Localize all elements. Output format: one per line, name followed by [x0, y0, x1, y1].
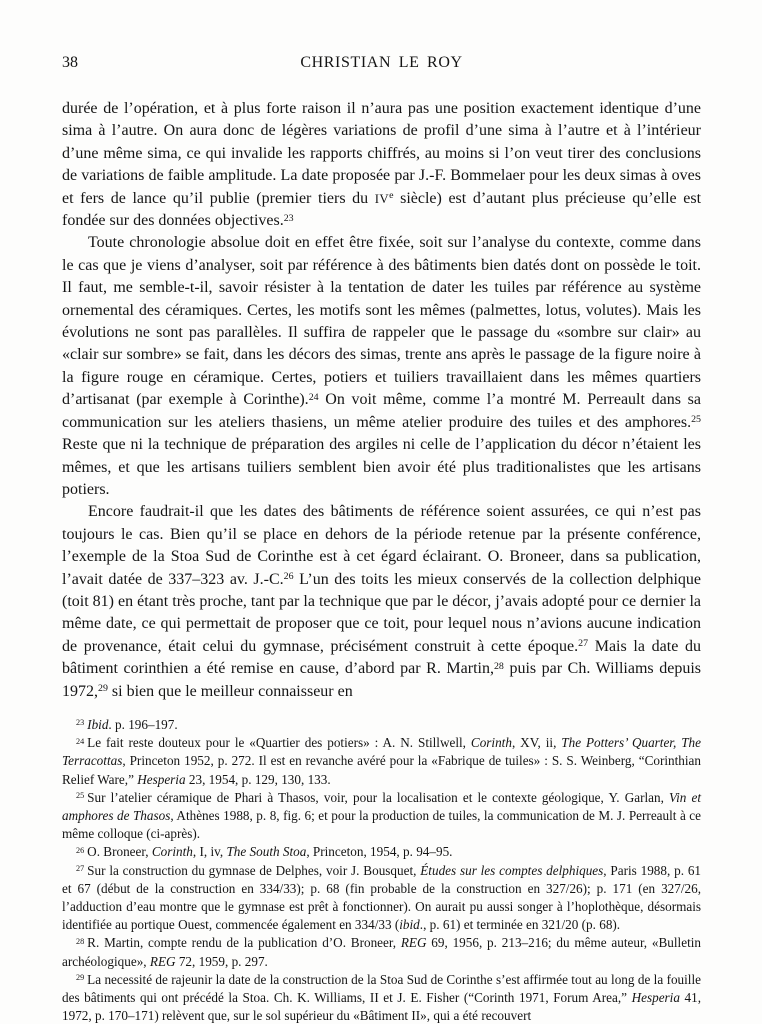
footnote-number: 23 — [76, 718, 85, 728]
text-run: On voit même, comme l’a montré M. Perreault dans sa communication sur les ateliers thasiens, un même atelier produire des tuiles et des amphores. — [62, 391, 701, 431]
footnote-ref: e — [389, 190, 394, 202]
italic-text: Vin et amphores de Thasos — [62, 789, 701, 823]
footnote — [62, 862, 701, 935]
italic-text: Études sur les comptes delphiques — [420, 862, 604, 878]
footnote-ref: 26 — [283, 571, 294, 583]
italic-text: Ibid — [87, 716, 109, 732]
text-run: 72, 1959, p. 297. — [175, 953, 268, 969]
text-run: Sur l’atelier céramique de Phari à Thasos, voir, pour la localisation et le contexte géologique, Y. Garlan, — [87, 789, 670, 805]
text-run: Reste que ni la technique de préparation des argiles ni celle de l’application du décor n’étaient les mêmes, et que les artisans tuiliers semblent bien avoir été plus traditionalistes que les artisans potiers. — [62, 436, 701, 498]
smallcaps-text: IV — [374, 191, 390, 206]
footnote — [62, 934, 701, 970]
text-run: , Paris 1988, p. 61 et 67 (début de la construction en 334/33); p. 68 (fin probable de la construction en 327/26); p. 171 (en 327/26, l’adduction d’eau montre que le gymnase est prêt à fonctionner). On aurait pu aussi songer à l’hoplothèque, désormais identifiée au portique Ouest, commencée également en 334/33 ( — [62, 862, 702, 933]
italic-text: REG — [400, 935, 427, 951]
text-run: , Princeton 1952, p. 272. Il est en revanche avéré pour la «Fabrique de tuiles» : S. S. Weinberg, “Corinthian Relief Ware,” — [62, 753, 701, 787]
text-run: durée de l’opération, et à plus forte raison il n’aura pas une position exactement identique d’une sima à l’autre. On aura donc de légères variations de profil d’une sima à l’autre et à l’intérieur d’une même sima, ce qui invalide les rapports chiffrés, au moins si l’on veut tirer des conclusions de variations de faible amplitude. La date proposée par J.-F. Bommelaer pour les deux simas à oves et fers de lance qu’il publie (premier tiers du — [62, 100, 701, 207]
footnote-ref: 23 — [283, 212, 294, 224]
text-run: , I, iv, — [192, 844, 227, 860]
italic-text: The South Stoa — [226, 844, 307, 860]
running-title: CHRISTIAN LE ROY — [300, 54, 463, 71]
text-run: , Athènes 1988, p. 8, fig. 6; et pour la production de tuiles, la communication de M. J. Perreault à ce même colloque (ci-après). — [62, 807, 701, 842]
italic-text: REG — [149, 953, 176, 969]
footnote-number: 25 — [76, 791, 85, 801]
text-run: L’un des toits les mieux conservés de la collection delphique (toit 81) en étant très proche, tant par la technique que par le décor, j’avais adopté pour ce dernier la même date, ce qui permettait de proposer que ce toit, pour lequel nous n’avions aucune indication de provenance, était celui du gymnase, précisément construit à cette époque. — [62, 570, 702, 655]
footnote-ref: 25 — [691, 414, 701, 426]
footnote — [62, 971, 701, 1024]
running-header — [62, 54, 701, 74]
text-run: , XV, ii, — [511, 735, 562, 751]
text-run: Mais la date du bâtiment corinthien a été remise en cause, d’abord par R. Martin, — [62, 637, 701, 678]
text-run: siècle) est d’autant plus précieuse qu’elle est fondée sur des données objectives. — [62, 189, 702, 230]
body-text — [62, 98, 701, 703]
text-run: . p. 196–197. — [108, 716, 178, 732]
italic-text: Hesperia — [137, 771, 186, 787]
footnote-number: 29 — [76, 973, 85, 983]
text-run: 23, 1954, p. 129, 130, 133. — [185, 771, 331, 787]
footnote-number: 26 — [76, 845, 85, 855]
text-run: O. Broneer, — [87, 844, 152, 860]
footnote — [62, 716, 701, 734]
footnote — [62, 843, 701, 861]
text-run: Encore faudrait-il que les dates des bâtiments de référence soient assurées, ce qui n’est pas toujours le cas. Bien qu’il se place en dehors de la période retenue par la présente conférence, l’exemple de la Stoa Sud de Corinthe est à cet égard éclairant. O. Broneer, dans sa publication, l’avait datée de 337–323 av. J.-C. — [62, 503, 701, 588]
footnote — [62, 734, 701, 789]
body-paragraph — [62, 232, 701, 501]
text-run: La necessité de rajeunir la date de la construction de la Stoa Sud de Corinthe s’est affirmée tout au long de la fouille des bâtiments qui ont précédé la Stoa. Ch. K. Williams, II et J. E. Fisher (“Corinth 1971, Forum Area,” — [62, 971, 701, 1006]
footnotes — [62, 716, 701, 1024]
body-paragraph — [62, 501, 701, 703]
footnote-number: 28 — [76, 936, 85, 946]
page-content — [62, 54, 701, 1024]
text-run: si bien que le meilleur connaisseur en — [107, 682, 353, 700]
italic-text: Corinth — [151, 844, 193, 860]
text-run: 41, 1972, p. 170–171) relèvent que, sur le sol supérieur du «Bâtiment II», qui a été recouvert — [62, 990, 702, 1024]
italic-text: Hesperia — [631, 990, 680, 1006]
footnote — [62, 789, 701, 844]
footnote-ref: 28 — [493, 660, 504, 672]
italic-text: Corinth — [470, 735, 512, 751]
text-run: puis par Ch. Williams depuis 1972, — [62, 660, 701, 700]
body-paragraph — [62, 98, 701, 232]
italic-text: ibid — [399, 917, 420, 933]
text-run: R. Martin, compte rendu de la publication d’O. Broneer, — [87, 935, 401, 951]
footnote-number: 27 — [76, 863, 85, 873]
text-run: , Princeton, 1954, p. 94–95. — [306, 844, 453, 860]
footnote-number: 24 — [76, 736, 85, 746]
text-run: Toute chronologie absolue doit en effet être fixée, soit sur l’analyse du contexte, comme dans le cas que je viens d’analyser, soit par référence à des bâtiments bien datés dont on possède le toit. Il faut, me semble-t-il, savoir résister à la tentation de dater les tuiles par référence au système ornemental des céramiques. Certes, les motifs sont les mêmes (palmettes, lotus, volutes). Mais les évolutions ne sont pas parallèles. Il suffira de rappeler que le passage du «sombre sur clair» au «clair sur sombre» se fait, dans les décors des simas, trente ans après le passage de la figure noire à la figure rouge en céramique. Certes, potiers et tuiliers travaillaient dans les mêmes quartiers d’artisanat (par exemple à Corinthe). — [62, 234, 701, 409]
page-number: 38 — [62, 54, 78, 71]
footnote-ref: 29 — [98, 683, 108, 695]
footnote-ref: 24 — [308, 391, 319, 403]
italic-text: The Potters’ Quarter, The Terracottas — [62, 735, 701, 769]
text-run: Le fait reste douteux pour le «Quartier des potiers» : A. N. Stillwell, — [87, 735, 471, 751]
text-run: Sur la construction du gymnase de Delphes, voir J. Bousquet, — [87, 862, 421, 878]
text-run: ., p. 61) et terminée en 321/20 (p. 68). — [419, 917, 621, 933]
footnote-ref: 27 — [578, 638, 589, 650]
text-run: 69, 1956, p. 213–216; du même auteur, «Bulletin archéologique», — [62, 935, 701, 969]
